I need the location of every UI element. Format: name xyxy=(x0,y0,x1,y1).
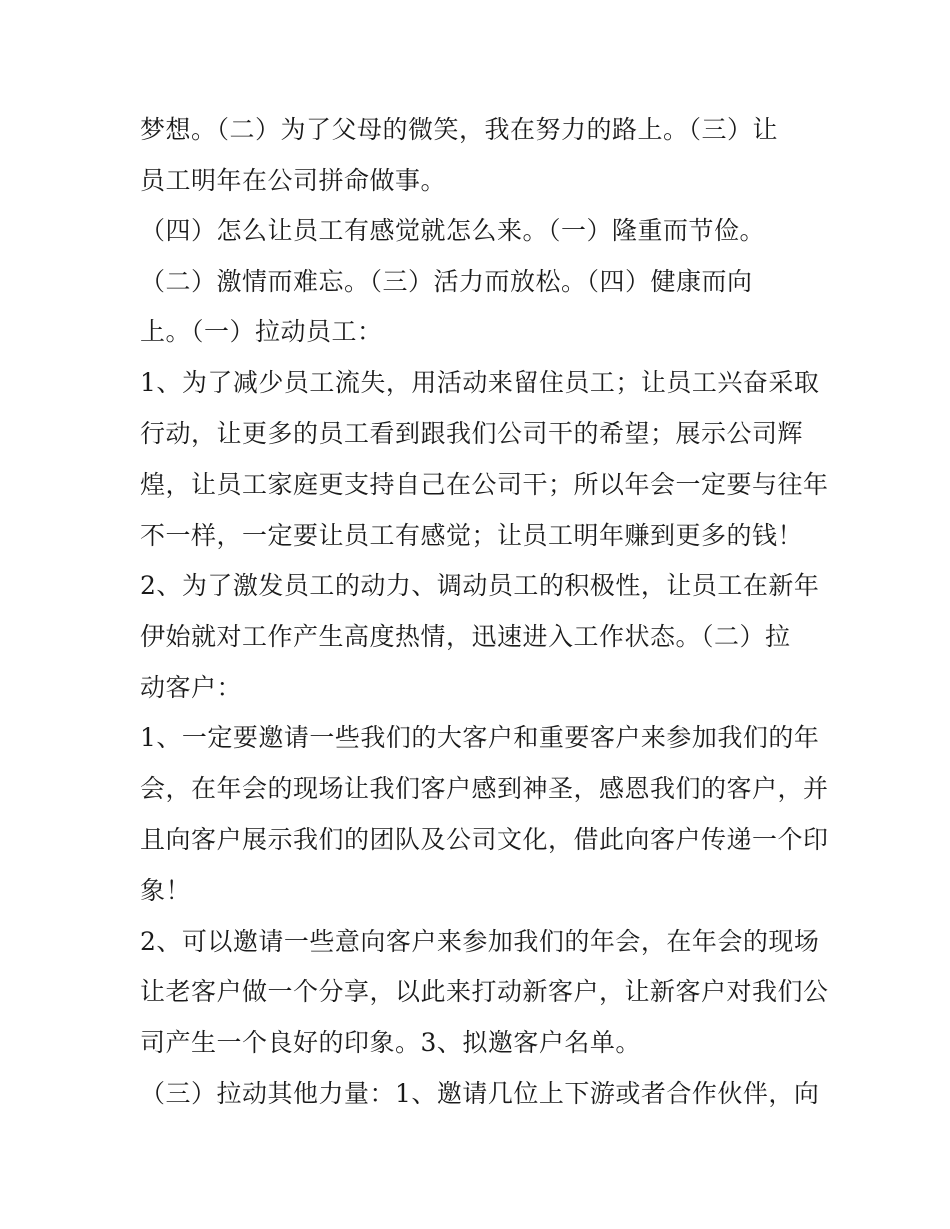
text-line: 2、可以邀请一些意向客户来参加我们的年会，在年会的现场 xyxy=(140,927,820,956)
text-line: 1、为了减少员工流失，用活动来留住员工；让员工兴奋采取 xyxy=(140,368,820,397)
text-line: 1、一定要邀请一些我们的大客户和重要客户来参加我们的年 xyxy=(140,723,820,752)
text-line: （四）怎么让员工有感觉就怎么来。（一）隆重而节俭。 xyxy=(140,216,766,245)
text-line: 不一样，一定要让员工有感觉；让员工明年赚到更多的钱！ xyxy=(140,521,804,550)
text-line: 梦想。（二）为了父母的微笑，我在努力的路上。（三）让 xyxy=(140,115,779,144)
text-line: 会，在年会的现场让我们客户感到神圣，感恩我们的客户，并 xyxy=(140,774,829,803)
text-line: 2、为了激发员工的动力、调动员工的积极性，让员工在新年 xyxy=(140,571,820,600)
text-line: 让老客户做一个分享，以此来打动新客户，让新客户对我们公 xyxy=(140,977,829,1006)
text-line: 行动，让更多的员工看到跟我们公司干的希望；展示公司辉 xyxy=(140,419,804,448)
text-line: 员工明年在公司拼命做事。 xyxy=(140,166,447,195)
text-line: 象！ xyxy=(140,876,192,905)
text-line: 司产生一个良好的印象。3、拟邀客户名单。 xyxy=(140,1028,641,1057)
text-line: 且向客户展示我们的团队及公司文化，借此向客户传递一个印 xyxy=(140,825,829,854)
text-line: （三）拉动其他力量：1、邀请几位上下游或者合作伙伴，向 xyxy=(140,1079,820,1108)
text-line: 煌，让员工家庭更支持自己在公司干；所以年会一定要与往年 xyxy=(140,470,829,499)
text-line: （二）激情而难忘。（三）活力而放松。（四）健康而向 xyxy=(140,267,753,296)
text-line: 上。（一）拉动员工： xyxy=(140,317,383,346)
text-line: 动客户： xyxy=(140,673,243,702)
text-line: 伊始就对工作产生高度热情，迅速进入工作状态。（二）拉 xyxy=(140,622,791,651)
